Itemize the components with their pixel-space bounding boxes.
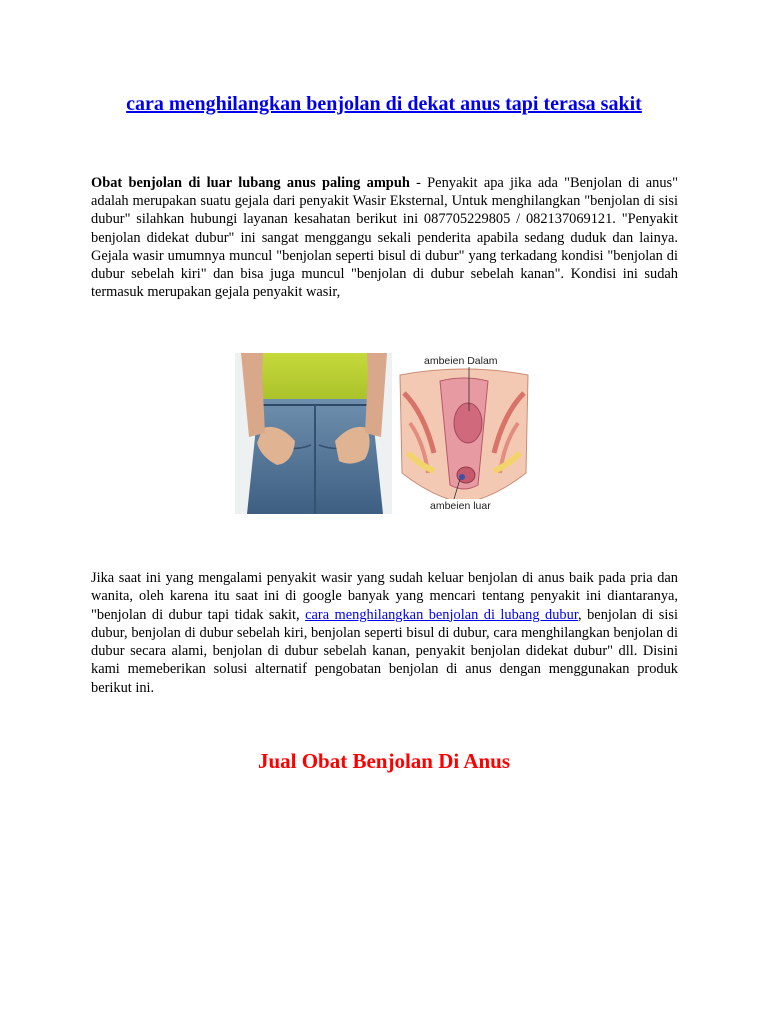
jeans-photo-illustration [235,353,392,514]
section-heading: Jual Obat Benjolan Di Anus [257,749,511,773]
hemorrhoid-diagram [394,353,534,514]
label-external: ambeien luar [430,500,491,512]
label-internal: ambeien Dalam [424,355,498,367]
intro-lead-bold: Obat benjolan di luar lubang anus paling ampuh [91,175,410,191]
body-text-before-link: Jika saat ini yang mengalami penyakit wasir yang sudah keluar benjolan di anus baik pada pria dan wanita, oleh karena itu saat ini di google banyak yang mencari tentang penyakit ini diantaranya, "benjolan di dubur tapi tidak sakit, [91,570,678,623]
body-text-after-link: , benjolan di sisi dubur, benjolan di dubur sebelah kiri, benjolan seperti bisul di dubur, cara menghilangkan benjolan di dubur secara alami, benjolan di dubur sebelah kanan, penyakit benjolan didekat dubur" dll. Disini kami memeberikan solusi alternatif pengobatan benjolan di anus dengan menggunakan produk berikut ini. [91,606,678,696]
title-link[interactable]: cara menghilangkan benjolan di dekat anus tapi terasa sakit [126,93,642,115]
jeans-photo [235,353,392,514]
intro-paragraph [91,174,678,301]
body-paragraph [91,569,678,697]
intro-body: - Penyakit apa jika ada "Benjolan di anus" adalah merupakan suatu gejala dari penyakit Wasir Eksternal, Untuk menghilangkan "benjolan di sisi dubur" silahkan hubungi layanan kesahatan berikut ini 087705229805 / 082137069121. "Penyakit benjolan didekat dubur" ini sangat menggangu sekali penderita apabila sedang duduk dan lainya. Gejala wasir umumnya muncul "benjolan seperti bisul di dubur" yang terkadang kondisi "benjolan di dubur sebelah kiri" dan bisa juga muncul "benjolan di dubur sebelah kanan". Kondisi ini sudah termasuk merupakan gejala penyakit wasir, [91,175,678,301]
inline-link[interactable]: cara menghilangkan benjolan di lubang dubur [305,606,579,623]
page-title [0,93,768,116]
hemorrhoid-diagram-illustration [394,353,534,514]
